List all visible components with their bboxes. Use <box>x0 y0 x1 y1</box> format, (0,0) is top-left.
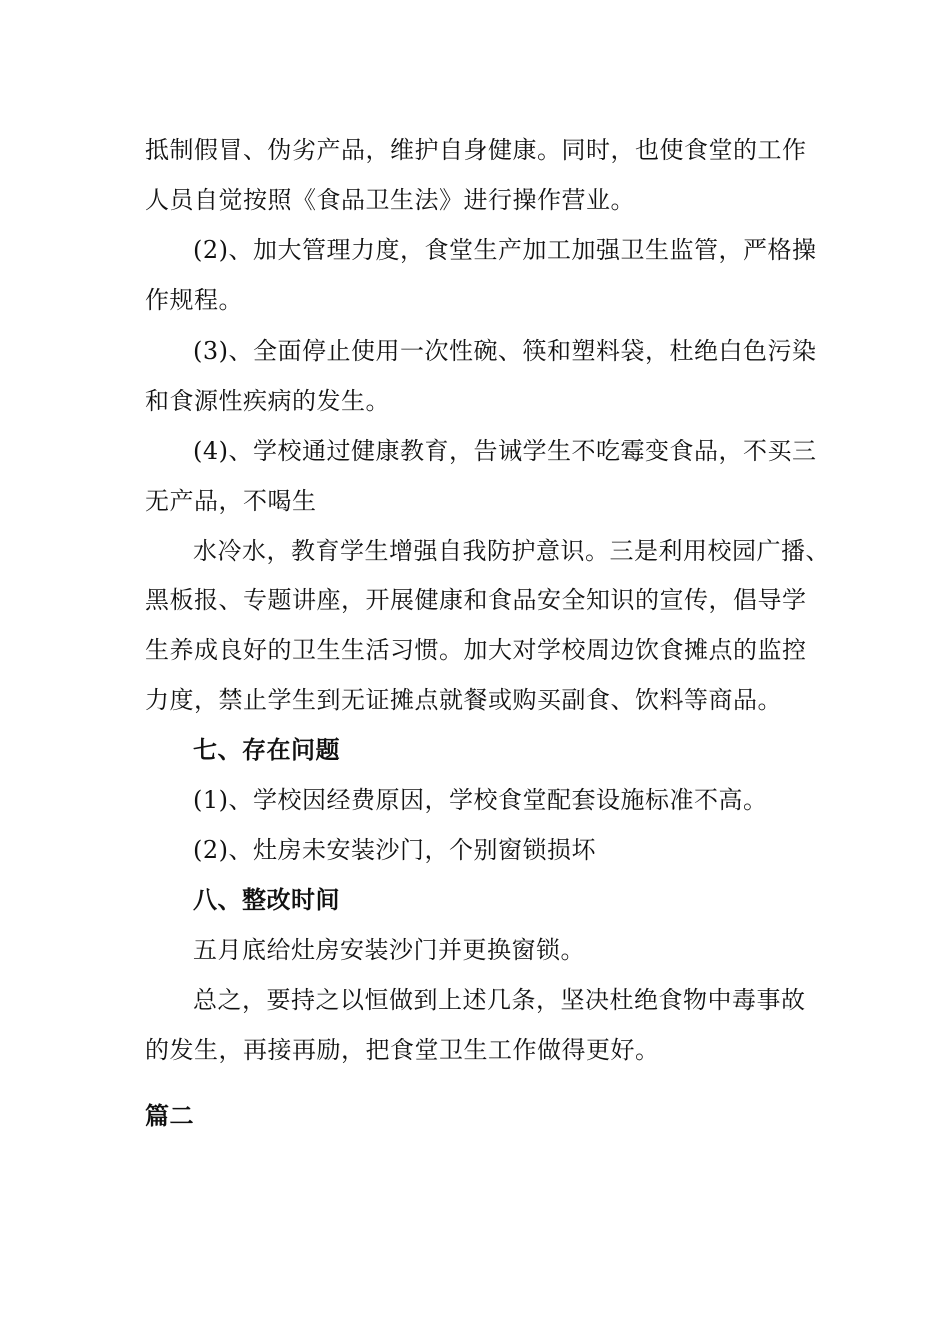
body-line: 五月底给灶房安装沙门并更换窗锁。 <box>193 936 585 964</box>
body-line: 力度，禁止学生到无证摊点就餐或购买副食、饮料等商品。 <box>145 686 782 714</box>
body-line: 人员自觉按照《食品卫生法》进行操作营业。 <box>145 186 635 214</box>
list-item-line: (2)、灶房未安装沙门，个别窗锁损坏 <box>193 836 596 864</box>
body-line: 黑板报、专题讲座，开展健康和食品安全知识的宣传，倡导学 <box>145 586 807 614</box>
list-item-line: (1)、学校因经费原因，学校食堂配套设施标准不高。 <box>193 786 768 814</box>
list-item-line: 作规程。 <box>145 286 243 314</box>
list-item-line: 和食源性疾病的发生。 <box>145 387 390 415</box>
body-line: 抵制假冒、伪劣产品，维护自身健康。同时，也使食堂的工作 <box>145 136 807 164</box>
part-heading: 篇二 <box>145 1102 194 1130</box>
list-item-line: 无产品，不喝生 <box>145 487 317 515</box>
body-line: 的发生，再接再励，把食堂卫生工作做得更好。 <box>145 1036 660 1064</box>
list-item-line: (3)、全面停止使用一次性碗、筷和塑料袋，杜绝白色污染 <box>193 337 817 365</box>
body-line: 生养成良好的卫生生活习惯。加大对学校周边饮食摊点的监控 <box>145 636 807 664</box>
body-line: 总之，要持之以恒做到上述几条，坚决杜绝食物中毒事故 <box>193 986 806 1014</box>
list-item-line: (4)、学校通过健康教育，告诫学生不吃霉变食品，不买三 <box>193 437 817 465</box>
section-heading: 八、整改时间 <box>193 886 340 914</box>
body-line: 水冷水，教育学生增强自我防护意识。三是利用校园广播、 <box>193 537 830 565</box>
section-heading: 七、存在问题 <box>193 736 340 764</box>
list-item-line: (2)、加大管理力度，食堂生产加工加强卫生监管，严格操 <box>193 236 817 264</box>
